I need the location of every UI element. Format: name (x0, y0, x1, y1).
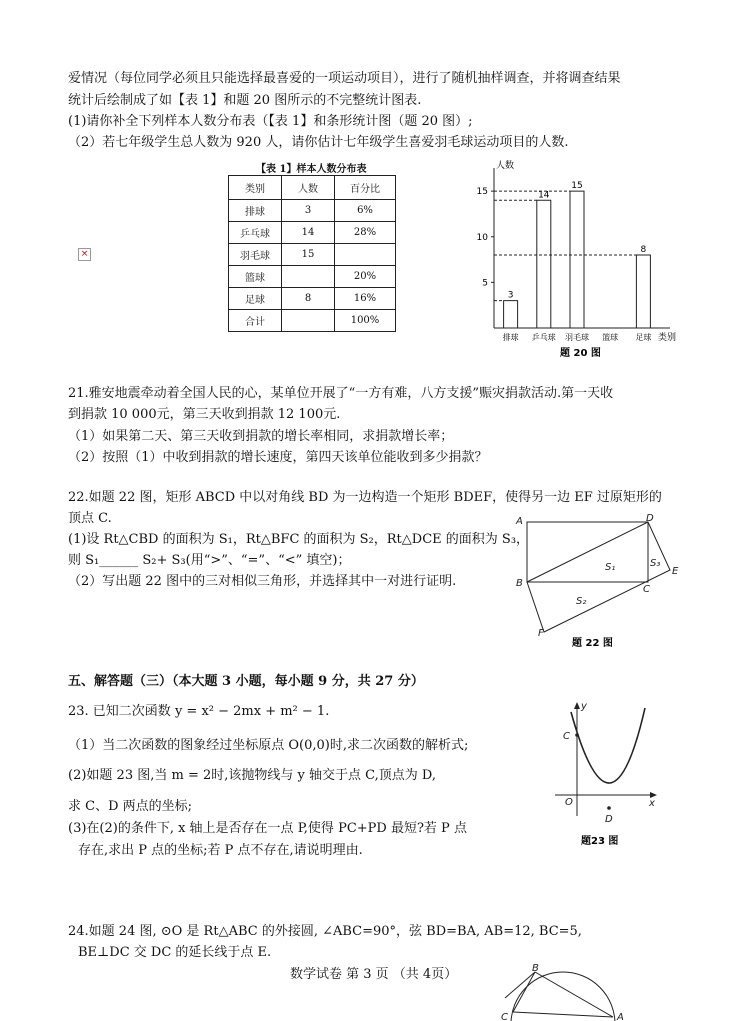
q20-line4: （2）若七年级学生总人数为 920 人，请你估计七年级学生喜爱羽毛球运动项目的人数. (68, 135, 569, 150)
bar-chart (470, 158, 690, 358)
broken-image-icon: × (78, 248, 91, 261)
bar (570, 191, 584, 328)
q22-line1: 22.如题 22 图，矩形 ABCD 中以对角线 BD 为一边构造一个矩形 BDEF，使得另一边 EF 过原矩形的 (68, 490, 662, 505)
label-d: D (605, 814, 613, 825)
table-cell (282, 266, 335, 288)
bar (636, 255, 650, 328)
sample-distribution-table (228, 175, 396, 332)
table-cell (335, 244, 396, 266)
label-c: C (501, 1012, 508, 1021)
parabola (571, 708, 645, 783)
label-f: F (538, 628, 544, 639)
label-c: C (563, 731, 570, 742)
y-axis-arrow (574, 702, 580, 709)
q21-line2: 到捐款 10 000元，第三天收到捐款 12 100元. (68, 407, 341, 422)
table-cell: 16% (335, 288, 396, 310)
segment-ba (535, 972, 613, 1017)
q21-line3: （1）如果第二天、第三天收到捐款的增长率相同，求捐款增长率； (68, 429, 454, 444)
table-cell: 28% (335, 222, 396, 244)
q21-line4: （2）按照（1）中收到捐款的增长速度，第四天该单位能收到多少捐款？ (68, 450, 488, 465)
rectangle-bdef (527, 522, 670, 632)
x-tick-label: 排球 (502, 333, 519, 342)
table-header: 人数 (282, 176, 335, 200)
q22-line2: 顶点 C. (68, 511, 112, 526)
label-b: B (532, 963, 539, 974)
q23-line2: （1）当二次函数的图象经过坐标原点 O(0,0)时,求二次函数的解析式; (68, 738, 469, 753)
table-cell: 100% (335, 310, 396, 332)
page-footer: 数学试卷 第 3 页 （共 4页） (290, 967, 458, 982)
q20-line3: (1)请你补全下列样本人数分布表（【表 1】和条形统计图（题 20 图）; (68, 114, 473, 129)
y-axis-label: 人数 (496, 161, 515, 171)
table-cell: 羽毛球 (229, 244, 282, 266)
table-cell: 乒乓球 (229, 222, 282, 244)
q20-line2: 统计后绘制成了如【表 1】和题 20 图所示的不完整统计图表. (68, 93, 422, 108)
bar-label: 15 (571, 181, 583, 192)
table-cell: 合计 (229, 310, 282, 332)
q20-line1: 爱情况（每位同学必须且只能选择最喜爱的一项运动项目），进行了随机抽样调查，并将调查结果 (68, 71, 621, 86)
x-tick-label: 篮球 (602, 333, 619, 342)
bar-label: 8 (640, 245, 647, 255)
table-cell: 6% (335, 200, 396, 222)
label-d: D (646, 513, 654, 524)
diagonal-bd (527, 522, 648, 582)
q22-line3: (1)设 Rt△CBD 的面积为 S₁，Rt△BFC 的面积为 S₂，Rt△DCE 的面积为 S₃， (68, 532, 530, 547)
q22-line4: 则 S₁______ S₂+ S₃(用“>”、“=”、“<” 填空)； (68, 553, 351, 568)
label-y: y (581, 701, 587, 712)
point-c (575, 733, 579, 737)
table-row (229, 222, 396, 244)
figure-24-partial (495, 962, 635, 1021)
point-d (607, 806, 611, 810)
table-cell: 排球 (229, 200, 282, 222)
x-axis-label: 类别 (658, 333, 677, 343)
q24-line1: 24.如题 24 图, ⊙O 是 Rt△ABC 的外接圆, ∠ABC=90°，弦 BD=BA, AB=12, BC=5, (68, 924, 582, 939)
label-a: A (617, 1012, 624, 1021)
table-row (229, 266, 396, 288)
y-tick-label: 5 (482, 278, 488, 289)
bar (504, 301, 518, 328)
label-s2: S₂ (576, 596, 587, 607)
q23-line6: 存在,求出 P 点的坐标;若 P 点不存在,请说明理由. (78, 843, 363, 858)
figure-22-caption: 题 22 图 (572, 638, 613, 649)
table-cell: 篮球 (229, 266, 282, 288)
q23-line3: (2)如题 23 图,当 m = 2时,该抛物线与 y 轴交于点 C,顶点为 D, (68, 768, 436, 783)
label-e: E (672, 566, 679, 577)
label-o: O (565, 797, 573, 808)
table-row (229, 244, 396, 266)
table-header: 百分比 (335, 176, 396, 200)
q23-line5: (3)在(2)的条件下, x 轴上是否存在一点 P,使得 PC+PD 最短?若 P 点 (68, 821, 467, 836)
chart-caption: 题 20 图 (560, 348, 601, 358)
x-tick-label: 羽毛球 (565, 333, 589, 342)
label-x: x (649, 798, 655, 809)
x-tick-label: 足球 (635, 333, 652, 342)
bar-label: 3 (507, 290, 514, 301)
table-cell: 14 (282, 222, 335, 244)
q23-line4: 求 C、D 两点的坐标; (68, 799, 193, 814)
q21-line1: 21.雅安地震牵动着全国人民的心，某单位开展了“一方有难，八方支援”赈灾捐款活动.第一天收 (68, 386, 614, 401)
segment-bc (513, 972, 535, 1012)
section-heading: 五、解答题（三）（本大题 3 小题，每小题 9 分，共 27 分） (68, 674, 424, 689)
y-tick-label: 10 (476, 232, 488, 243)
table-cell: 8 (282, 288, 335, 310)
y-tick-label: 15 (476, 187, 488, 198)
label-s3: S₃ (650, 558, 661, 569)
table-cell: 15 (282, 244, 335, 266)
table-cell: 足球 (229, 288, 282, 310)
label-b: B (516, 578, 523, 589)
q22-line5: （2）写出题 22 图中的三对相似三角形，并选择其中一对进行证明. (68, 574, 457, 589)
q24-line2: BE⊥DC 交 DC 的延长线于点 E. (78, 945, 272, 960)
table-row (229, 200, 396, 222)
table-cell: 3 (282, 200, 335, 222)
q23-line1: 23. 已知二次函数 y = x² − 2mx + m² − 1. (68, 704, 330, 719)
table-cell (282, 310, 335, 332)
table-header: 类别 (229, 176, 282, 200)
segment-ca (513, 1012, 613, 1017)
figure-23-caption: 题23 图 (581, 836, 619, 847)
label-a: A (516, 516, 523, 527)
table-title: 【表 1】样本人数分布表 (256, 164, 367, 175)
bar (537, 200, 551, 328)
figure-23 (545, 698, 665, 848)
x-tick-label: 乒乓球 (531, 333, 556, 342)
table-row (229, 288, 396, 310)
bar-label: 14 (538, 190, 550, 201)
label-s1: S₁ (605, 562, 616, 573)
figure-22 (510, 512, 685, 652)
label-c: C (643, 584, 650, 595)
table-cell: 20% (335, 266, 396, 288)
table-row (229, 310, 396, 332)
